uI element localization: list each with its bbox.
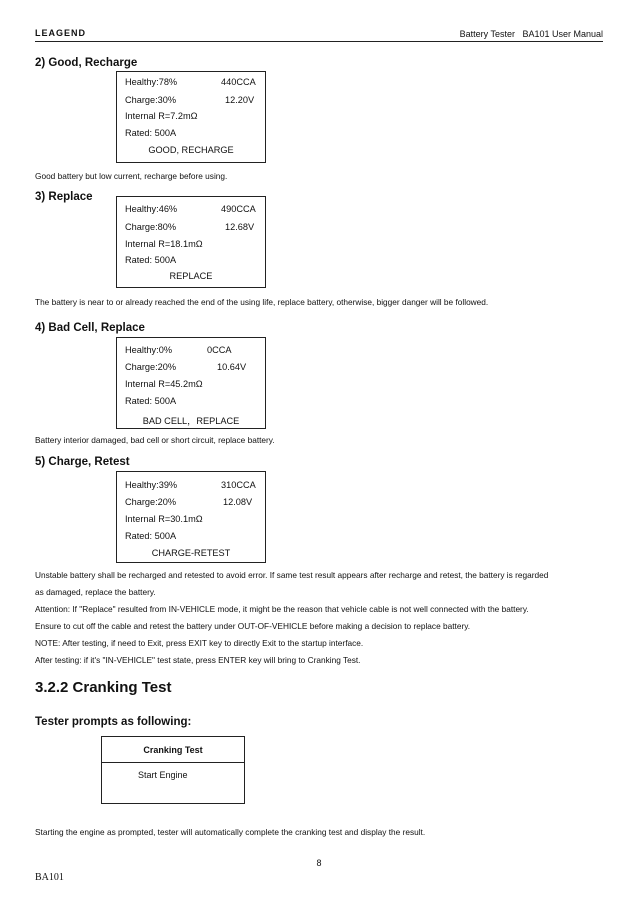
note-line: Ensure to cut off the cable and retest the battery under OUT-OF-VEHICLE before making a decision to replace battery. (35, 621, 471, 631)
healthy-value: Healthy:78% (125, 77, 178, 87)
healthy-value: Healthy:0% (125, 345, 172, 355)
note-line: Attention: If "Replace" resulted from IN-VEHICLE mode, it might be the reason that vehicle cable is not well connected with the battery. (35, 604, 529, 614)
section-title-bad-cell: 4) Bad Cell, Replace (35, 322, 145, 334)
note-line: After testing: if it's "IN-VEHICLE" test state, press ENTER key will bring to Cranking Test. (35, 655, 361, 665)
section-title-replace: 3) Replace (35, 191, 93, 203)
charge-value: Charge:80% (125, 222, 177, 232)
footer-model: BA101 (35, 872, 64, 883)
cca-value: 0CCA (207, 345, 232, 355)
status-text: REPLACE (169, 271, 213, 281)
lcd-screen-bad-cell (116, 337, 266, 429)
lcd-screen-good-recharge (116, 71, 266, 163)
charge-value: Charge:20% (125, 497, 177, 507)
status-text: BAD CELL，REPLACE (142, 416, 240, 426)
charge-value: Charge:20% (125, 362, 177, 372)
voltage-value: 10.64V (217, 362, 247, 372)
status-text: CHARGE-RETEST (151, 548, 231, 558)
voltage-value: 12.68V (225, 222, 255, 232)
lcd-screen-charge-retest (116, 471, 266, 563)
cranking-screen-title: Cranking Test (143, 745, 203, 755)
voltage-value: 12.20V (225, 95, 255, 105)
charge-value: Charge:30% (125, 95, 177, 105)
screen-divider (102, 762, 244, 763)
status-text: GOOD, RECHARGE (148, 145, 234, 155)
section-title-charge-retest: 5) Charge, Retest (35, 456, 130, 468)
lcd-screen-cranking (101, 736, 245, 804)
note-line: NOTE: After testing, if need to Exit, press EXIT key to directly Exit to the startup interface. (35, 638, 364, 648)
section-desc-replace: The battery is near to or already reached the end of the using life, replace battery, otherwise, bigger danger will be followed. (35, 297, 489, 307)
cca-value: 310CCA (221, 480, 256, 490)
note-line: Unstable battery shall be recharged and retested to avoid error. If same test result appears after recharge and retest, the battery is regarded (35, 570, 549, 580)
section-desc-bad-cell: Battery interior damaged, bad cell or short circuit, replace battery. (35, 435, 275, 445)
healthy-value: Healthy:46% (125, 204, 178, 214)
page-number: 8 (316, 858, 322, 868)
internal-resistance: Internal R=45.2mΩ (125, 379, 203, 389)
cca-value: 440CCA (221, 77, 256, 87)
internal-resistance: Internal R=7.2mΩ (125, 111, 198, 121)
voltage-value: 12.08V (223, 497, 253, 507)
prompt-heading: Tester prompts as following: (35, 716, 192, 728)
rated-value: Rated: 500A (125, 128, 177, 138)
section-heading-cranking-test: 3.2.2 Cranking Test (35, 679, 172, 696)
brand-name: LEAGEND (35, 28, 87, 38)
rated-value: Rated: 500A (125, 396, 177, 406)
section-title-good-recharge: 2) Good, Recharge (35, 57, 138, 69)
section-desc-good-recharge: Good battery but low current, recharge before using. (35, 171, 228, 181)
internal-resistance: Internal R=18.1mΩ (125, 239, 203, 249)
rated-value: Rated: 500A (125, 255, 177, 265)
lcd-screen-replace (116, 196, 266, 288)
internal-resistance: Internal R=30.1mΩ (125, 514, 203, 524)
healthy-value: Healthy:39% (125, 480, 178, 490)
note-line: as damaged, replace the battery. (35, 587, 156, 597)
document-title: Battery Tester BA101 User Manual (459, 29, 603, 39)
rated-value: Rated: 500A (125, 531, 177, 541)
cranking-screen-body: Start Engine (138, 770, 188, 780)
header-divider (35, 41, 603, 42)
cranking-desc: Starting the engine as prompted, tester will automatically complete the cranking test and display the result. (35, 827, 426, 837)
cca-value: 490CCA (221, 204, 256, 214)
